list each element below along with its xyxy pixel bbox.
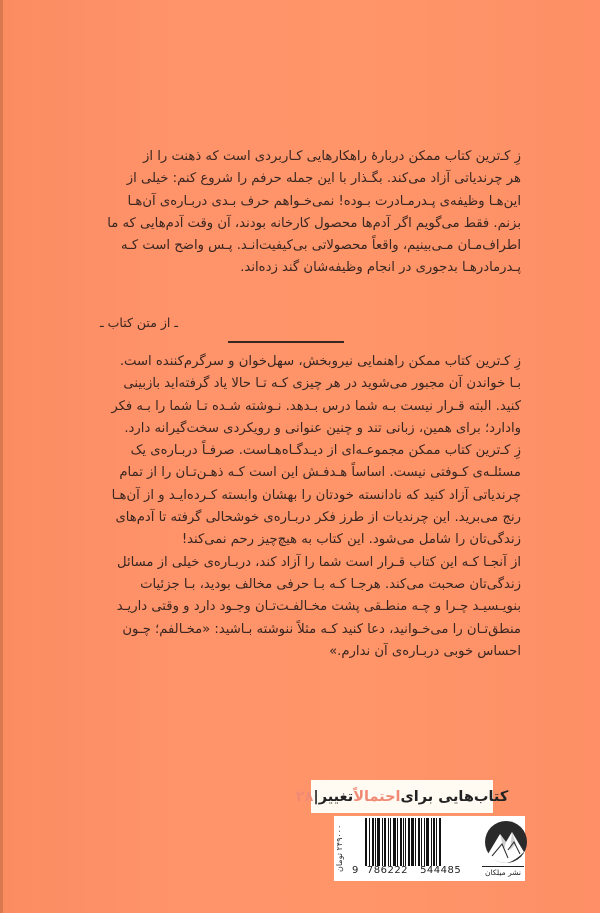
series-separator: | bbox=[313, 788, 319, 805]
description-line: رنج می‌برید. این چرندیات از طرز فکر دربـاره‌ی خوشحالی گرفته تا آدم‌های bbox=[115, 510, 521, 526]
excerpt-source: ـ از متن کتاب ـ bbox=[100, 315, 179, 330]
isbn-group-2: 544485 bbox=[420, 865, 462, 876]
description-line: منطق‌تـان را می‌خـوانید، دعا کنید کـه مثلاً ننوشته بـاشید: «مخـالفم؛ چـون bbox=[122, 621, 521, 637]
isbn-number bbox=[352, 865, 478, 876]
description-line: مسئلـه‌ی کـوفتی نیست. اساساً هـدفـش این است کـه ذهـن‌تـان را از تمام bbox=[119, 465, 521, 481]
description-line: کنید. البته قـرار نیست بـه شما درس بـدهد. نـوشته شـده تـا شما را بـه فکر bbox=[111, 398, 521, 414]
description-line: چرندیاتی آزاد کنید که نادانسته خودتان را بهشان وابسته کـرده‌ایـد و از آن‌هـا bbox=[111, 487, 521, 503]
mountain-logo-icon bbox=[484, 820, 528, 864]
description-line: زندگی‌تان صحبت می‌کند. هرجـا کـه بـا حرفی مخالف بودید، بـا جزئیات bbox=[140, 576, 521, 592]
description-line: احساس خوبی دربـاره‌ی آن ندارم.» bbox=[329, 643, 521, 659]
series-number: ۲۸ bbox=[295, 788, 314, 805]
section-divider bbox=[228, 341, 344, 343]
series-highlight: احتمالاً bbox=[353, 788, 401, 805]
isbn-lead: 9 bbox=[352, 865, 359, 876]
excerpt-line: هر چرندیاتی آزاد می‌کند. بگـذار با این جمله حرفم را شروع کنم: خیلی از bbox=[126, 171, 521, 187]
description-line: زندگی‌تان را شامل می‌شود. این کتاب به هیچ‌چیز رحم نمی‌کند! bbox=[181, 532, 521, 548]
description-line: وادارد؛ برای همین، زبانی تند و چنین عنوانی و رویکردی سخت‌گیرانه دارد. bbox=[124, 420, 521, 436]
excerpt-line: این‌هـا وظیفه‌ی پـدرمـادرت بـوده! نمی‌خـواهم حرف بـدی دربـاره‌ی آن‌هـا bbox=[127, 193, 521, 209]
barcode-panel bbox=[334, 816, 525, 881]
publisher-name: نشر میلکان bbox=[482, 866, 524, 877]
series-prefix: کتاب‌هایی برای bbox=[400, 788, 509, 805]
price-label: ۲۴۹۰۰۰ تومان bbox=[335, 824, 344, 872]
description-line: بـا خواندن آن مجبور می‌شوید در هر چیزی کـه تـا حالا یاد گرفته‌اید بازبینی bbox=[123, 376, 521, 392]
description-line: زِ کـ‌ترین کتاب ممکن مجموعـه‌ای از دیـدگـاه‌هـاست. صرفـاً دربـاره‌ی یک bbox=[130, 443, 521, 459]
excerpt-line: زِ کـ‌ترین کتاب ممکن دربارهٔ راهکارهایی کـاربردی است که ذهنت را از bbox=[143, 149, 521, 164]
description-line: بنویـسیـد چـرا و چـه منطـقی پشت مخـالفـت‌تـان وجـود دارد و وقتی داریـد bbox=[116, 599, 521, 615]
description-line: از آنجـا کـه این کتاب قـرار است شما را آزاد کند، دربـاره‌ی خیلی از مسائل bbox=[116, 554, 521, 570]
description-paragraph bbox=[100, 351, 521, 663]
barcode-icon bbox=[365, 818, 458, 866]
isbn-group-1: 786222 bbox=[366, 865, 409, 876]
excerpt-line: بزنم. فقط می‌گویم اگر آدم‌ها محصول کارخانه بودند، آن وقت آدم‌هایی که ما bbox=[107, 215, 521, 231]
series-label bbox=[295, 780, 509, 813]
description-line: زِ کـ‌ترین کتاب ممکن راهنمایی نیروبخش، سهل‌خوان و سرگرم‌کننده است. bbox=[119, 354, 521, 369]
series-suffix: تغییر bbox=[318, 788, 354, 805]
excerpt-line: پـدرمادرهـا بدجوری در انجام وظیفه‌شان گند زده‌اند. bbox=[240, 260, 521, 276]
excerpt-paragraph bbox=[100, 146, 521, 280]
cover-spine-edge bbox=[0, 0, 3, 913]
excerpt-line: اطراف‌مـان مـی‌بینیم، واقعاً محصولاتی بی‌کیفیت‌انـد. پـس واضح است کـه bbox=[120, 238, 521, 254]
